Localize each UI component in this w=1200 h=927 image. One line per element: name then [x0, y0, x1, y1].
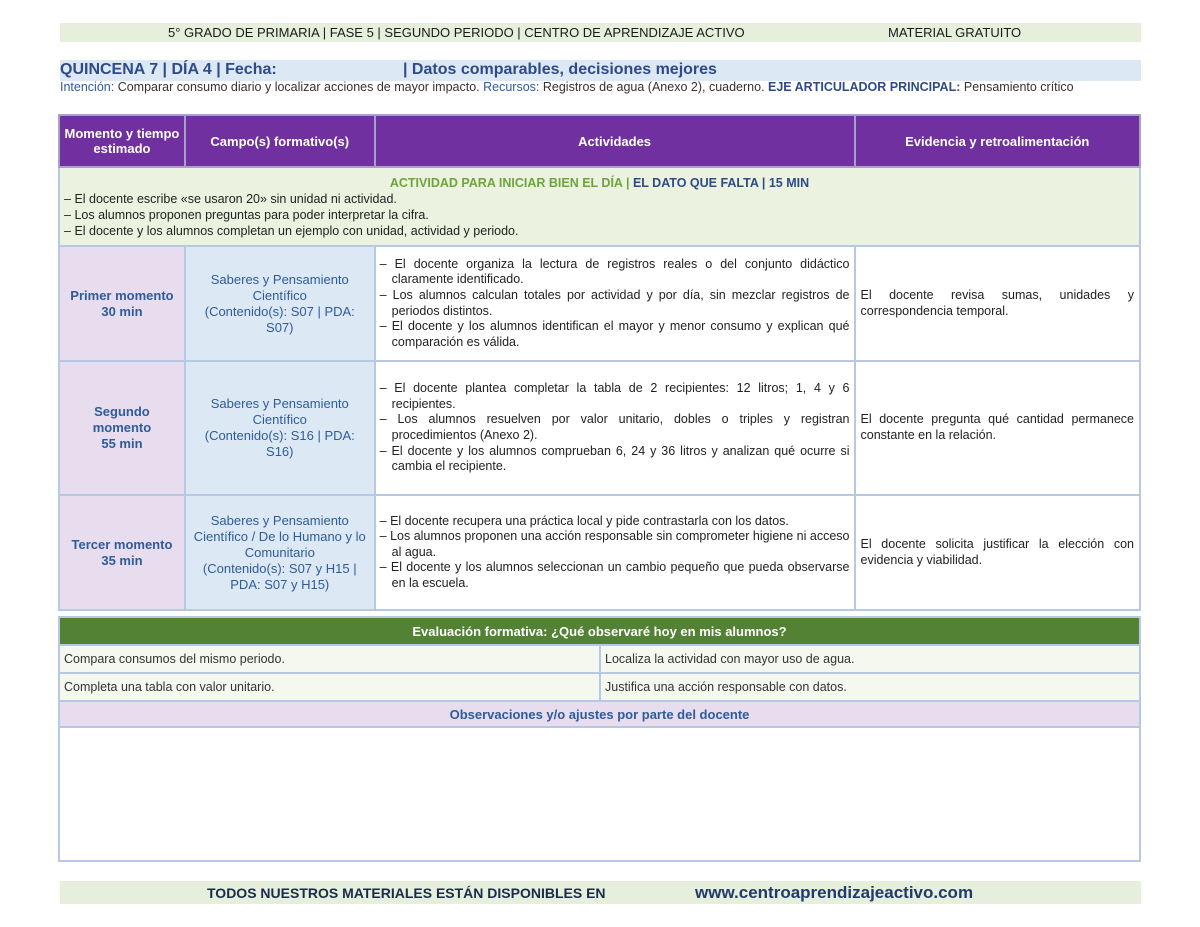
list-item: – El docente y los alumnos comprueban 6, 24 y 36 litros y analizan qué ocurre si cambia el recipiente.	[380, 444, 850, 475]
moment-label: Primer momento	[70, 287, 174, 303]
lesson-table	[58, 114, 1141, 611]
intent-paragraph	[60, 80, 1141, 95]
moment-cell	[59, 246, 185, 361]
header-moment: Momento y tiempo estimado	[59, 115, 185, 167]
contenido-label: (Contenido(s): S07 | PDA: S07)	[204, 303, 355, 335]
header-free-material: MATERIAL GRATUITO	[888, 25, 1022, 40]
moment-time: 30 min	[101, 303, 143, 319]
evaluation-title: Evaluación formativa: ¿Qué observaré hoy en mis alumnos?	[59, 617, 1140, 645]
contenido-label: (Contenido(s): S16 | PDA: S16)	[204, 428, 355, 459]
header-evidencia: Evidencia y retroalimentación	[855, 115, 1141, 167]
activities-cell	[375, 361, 855, 495]
header-campo: Campo(s) formativo(s)	[185, 115, 375, 167]
list-item: – Los alumnos proponen preguntas para poder interpretar la cifra.	[64, 207, 1135, 223]
footer-bar	[60, 881, 1141, 904]
contenido-label: (Contenido(s): S07 y H15 | PDA: S07 y H15)	[202, 560, 357, 592]
activities-cell	[375, 495, 855, 610]
evaluation-header-row	[59, 617, 1140, 645]
list-item: – El docente y los alumnos completan un ejemplo con unidad, actividad y periodo.	[64, 223, 1135, 239]
start-activity-list	[64, 191, 1135, 239]
title-topic: | Datos comparables, decisiones mejores	[403, 61, 717, 78]
campo-label: Saberes y Pensamiento Científico	[210, 396, 349, 427]
evidence-cell: El docente solicita justificar la elección con evidencia y viabilidad.	[855, 495, 1141, 610]
lesson-table-header-row	[59, 115, 1140, 167]
table-row	[59, 495, 1140, 610]
evaluation-item: Localiza la actividad con mayor uso de agua.	[600, 645, 1140, 673]
moment-cell	[59, 495, 185, 610]
evaluation-table	[58, 616, 1141, 862]
observations-title: Observaciones y/o ajustes por parte del docente	[59, 701, 1140, 727]
footer-website-link[interactable]: www.centroaprendizajeactivo.com	[695, 883, 974, 902]
evaluation-item: Completa una tabla con valor unitario.	[59, 673, 600, 701]
campo-cell	[185, 361, 375, 495]
eje-text: Pensamiento crítico	[960, 80, 1074, 94]
observations-area[interactable]	[59, 727, 1140, 861]
list-item: – El docente organiza la lectura de registros reales o del conjunto didáctico claramente identificado.	[380, 257, 850, 288]
observations-body-row	[59, 727, 1140, 861]
campo-cell	[185, 495, 375, 610]
start-activity-title-blue: EL DATO QUE FALTA | 15 MIN	[629, 176, 810, 190]
footer-text: TODOS NUESTROS MATERIALES ESTÁN DISPONIBLES EN	[207, 885, 606, 901]
table-row	[59, 361, 1140, 495]
list-item: – El docente escribe «se usaron 20» sin unidad ni actividad.	[64, 191, 1135, 207]
table-row	[59, 673, 1140, 701]
list-item: – Los alumnos calculan totales por actividad y por día, sin mezclar registros de periodos distintos.	[380, 288, 850, 319]
intencion-label: Intención:	[60, 80, 115, 94]
header-grade-info: 5° GRADO DE PRIMARIA | FASE 5 | SEGUNDO PERIODO | CENTRO DE APRENDIZAJE ACTIVO	[168, 25, 745, 40]
table-row	[59, 246, 1140, 361]
recursos-label: Recursos:	[483, 80, 540, 94]
list-item: – Los alumnos proponen una acción responsable sin comprometer higiene ni acceso al agua.	[380, 529, 850, 560]
recursos-text: Registros de agua (Anexo 2), cuaderno.	[539, 80, 769, 94]
campo-label: Saberes y Pensamiento Científico / De lo Humano y lo Comunitario	[193, 512, 366, 560]
evidence-cell: El docente revisa sumas, unidades y correspondencia temporal.	[855, 246, 1141, 361]
start-activity-row	[59, 167, 1140, 246]
start-activity-cell	[59, 167, 1140, 246]
evidence-cell: El docente pregunta qué cantidad permanece constante en la relación.	[855, 361, 1141, 495]
activities-cell	[375, 246, 855, 361]
evaluation-item: Compara consumos del mismo periodo.	[59, 645, 600, 673]
eje-label: EJE ARTICULADOR PRINCIPAL:	[768, 80, 961, 94]
table-row	[59, 645, 1140, 673]
list-item: – El docente y los alumnos identifican el mayor y menor consumo y explican qué comparación es válida.	[380, 319, 850, 350]
moment-cell	[59, 361, 185, 495]
list-item: – Los alumnos resuelven por valor unitario, dobles o triples y registran procedimientos (Anexo 2).	[380, 412, 850, 443]
title-quincena-day: QUINCENA 7 | DÍA 4 | Fecha:	[60, 61, 277, 78]
start-activity-title-green: ACTIVIDAD PARA INICIAR BIEN EL DÍA |	[389, 176, 630, 190]
list-item: – El docente recupera una práctica local y pide contrastarla con los datos.	[380, 514, 850, 530]
campo-label: Saberes y Pensamiento Científico	[210, 271, 349, 303]
intencion-text: Comparar consumo diario y localizar acciones de mayor impacto.	[114, 80, 484, 94]
moment-label: Segundo momento	[92, 404, 152, 435]
observations-header-row	[59, 701, 1140, 727]
title-bar	[60, 60, 1141, 81]
moment-time: 35 min	[101, 552, 143, 568]
list-item: – El docente y los alumnos seleccionan un cambio pequeño que pueda observarse en la escuela.	[380, 560, 850, 591]
header-actividades: Actividades	[375, 115, 855, 167]
campo-cell	[185, 246, 375, 361]
start-activity-title	[64, 176, 1135, 190]
header-bar	[60, 23, 1141, 42]
evaluation-item: Justifica una acción responsable con datos.	[600, 673, 1140, 701]
list-item: – El docente plantea completar la tabla de 2 recipientes: 12 litros; 1, 4 y 6 recipientes.	[380, 381, 850, 412]
moment-label: Tercer momento	[71, 536, 173, 552]
moment-time: 55 min	[101, 436, 143, 451]
